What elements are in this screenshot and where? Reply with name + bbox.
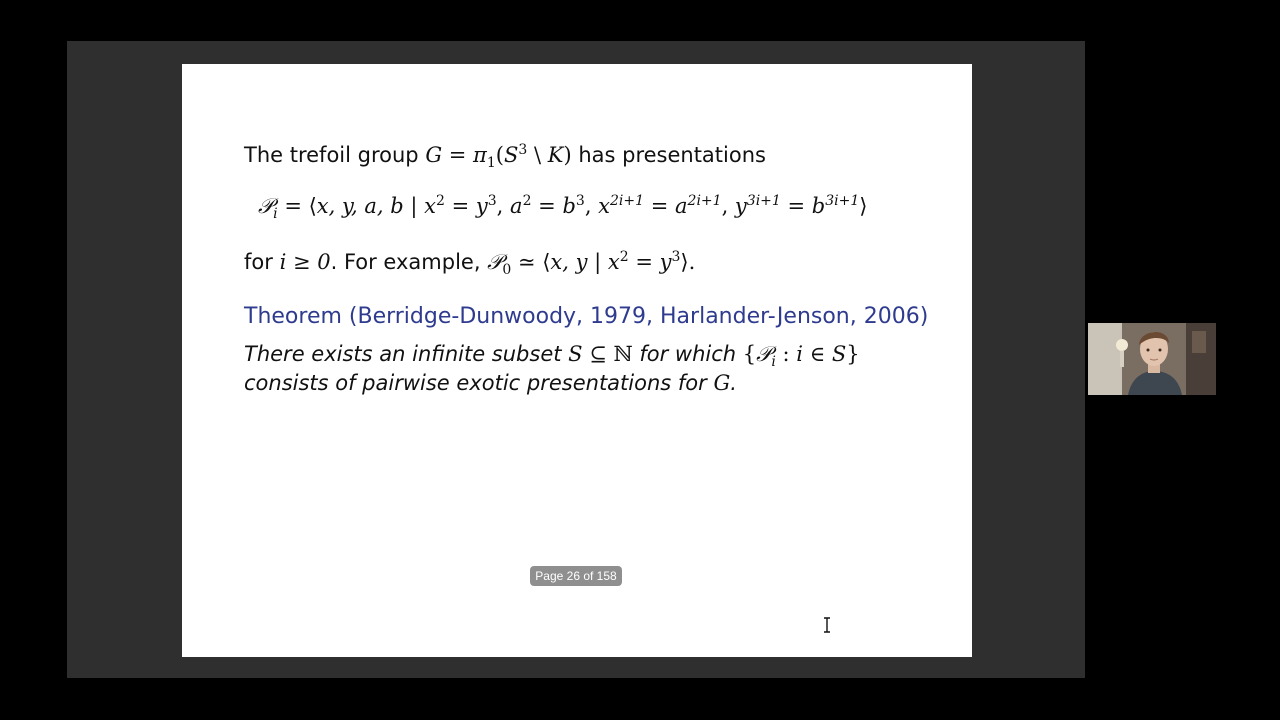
- math-G: G: [425, 143, 443, 167]
- math-condition: i ≥ 0: [279, 250, 331, 274]
- theorem-text: for which: [639, 342, 743, 366]
- theorem-title: Theorem (Berridge-Dunwoody, 1979, Harlander-Jenson, 2006): [244, 304, 929, 329]
- math-S: S: [503, 143, 519, 167]
- math-b: b: [562, 194, 576, 218]
- math-eq: =: [644, 194, 675, 218]
- math-y: y: [475, 194, 488, 218]
- math-generators: x, y: [550, 250, 588, 274]
- math-y: y: [659, 250, 672, 274]
- math-sup: 3: [575, 193, 585, 209]
- example-for: for: [244, 250, 280, 274]
- math-a: a: [510, 194, 523, 218]
- math-paren-open: (: [495, 143, 504, 167]
- webcam-thumbnail[interactable]: [1088, 323, 1216, 395]
- math-sup: 2: [522, 193, 532, 209]
- math-sup: 3i+1: [746, 193, 781, 209]
- math-a: a: [675, 194, 688, 218]
- math-pi: π: [473, 143, 487, 167]
- math-b: b: [811, 194, 826, 218]
- math-P: 𝒫: [756, 342, 772, 366]
- math-bar: |: [587, 250, 608, 274]
- math-eq: =: [442, 143, 474, 167]
- math-y: y: [734, 194, 747, 218]
- math-bracket-close: ⟩.: [680, 250, 696, 274]
- math-K: K: [547, 143, 564, 167]
- math-simeq: ≃ ⟨: [511, 250, 551, 274]
- math-eq: =: [780, 194, 812, 218]
- math-pi-sub: 1: [486, 155, 496, 172]
- math-eq: =: [628, 250, 660, 274]
- math-x: x: [424, 194, 436, 218]
- presentation-formula: [258, 193, 868, 223]
- math-bracket-close: ⟩: [859, 194, 868, 218]
- math-paren-close: ): [563, 143, 572, 167]
- math-S: S: [568, 342, 583, 366]
- math-x: x: [607, 250, 620, 274]
- math-brace-close: }: [846, 342, 860, 366]
- math-brace-open: {: [742, 342, 757, 366]
- intro-tail: has presentations: [571, 143, 766, 167]
- theorem-body-line-2: [244, 371, 737, 395]
- math-sup: 3i+1: [825, 193, 860, 209]
- theorem-body-line-1: [244, 342, 860, 371]
- math-x: x: [598, 194, 611, 218]
- example-text: . For example,: [330, 250, 488, 274]
- page-indicator: Page 26 of 158: [530, 566, 622, 586]
- example-line: [244, 249, 696, 279]
- webcam-person-image: [1088, 323, 1216, 395]
- math-P: 𝒫: [487, 250, 503, 274]
- math-bar: |: [403, 194, 425, 218]
- math-sup: 2: [436, 193, 445, 209]
- math-comma: ,: [584, 194, 599, 218]
- math-sup: 2i+1: [610, 193, 645, 209]
- math-comma: ,: [721, 194, 735, 218]
- theorem-text: consists of pairwise exotic presentations for: [244, 371, 714, 395]
- math-P-sub: i: [273, 206, 278, 223]
- math-eq: =: [444, 194, 476, 218]
- math-generators: x, y, a, b: [316, 194, 404, 218]
- intro-text: The trefoil group: [244, 143, 426, 167]
- math-G: G: [713, 371, 731, 395]
- theorem-text: There exists an infinite subset: [244, 342, 569, 366]
- math-sup: 2: [619, 249, 629, 265]
- math-membership: i ∈ S: [796, 342, 847, 366]
- math-setminus: \: [527, 143, 548, 167]
- text-cursor-icon: [822, 617, 832, 633]
- math-eq-bracket: = ⟨: [277, 194, 317, 218]
- math-subset: ⊆ ℕ: [582, 342, 640, 366]
- math-sup: 3: [487, 193, 497, 209]
- math-P-sub: 0: [502, 262, 512, 279]
- math-S-sup: 3: [518, 142, 528, 158]
- math-eq: =: [531, 194, 563, 218]
- math-P: 𝒫: [258, 194, 274, 218]
- math-comma: ,: [496, 194, 511, 218]
- math-colon: :: [775, 342, 797, 366]
- math-P-sub: i: [771, 354, 776, 371]
- math-sup: 3: [671, 249, 681, 265]
- theorem-period: .: [730, 371, 737, 395]
- intro-line: [244, 142, 766, 172]
- math-sup: 2i+1: [687, 193, 722, 209]
